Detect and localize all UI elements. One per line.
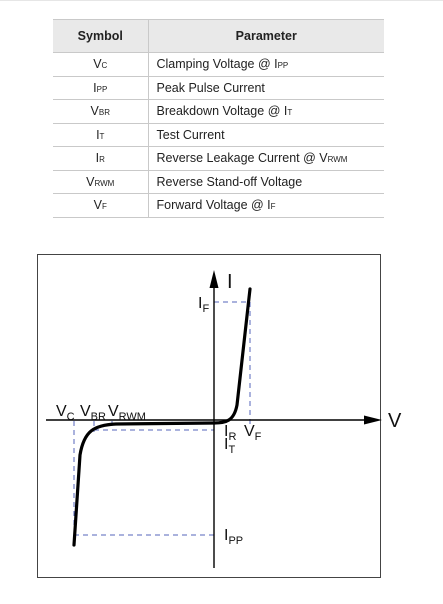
- parameter-cell: [148, 53, 384, 77]
- parameter-cell: [148, 194, 384, 218]
- table-row: [53, 123, 384, 147]
- axis-label-current: I: [227, 271, 233, 293]
- axis-label-voltage: V: [388, 410, 402, 432]
- symbol-main: V: [90, 104, 99, 119]
- label-vc: $V_C$: [56, 403, 75, 423]
- parameter-text: Forward Voltage @ I: [156, 198, 271, 213]
- symbol-subscript: C: [101, 61, 108, 71]
- parameter-cell: [148, 76, 384, 100]
- table-header-row: [53, 20, 384, 53]
- symbol-main: V: [93, 198, 102, 213]
- column-header-parameter: Parameter: [148, 20, 384, 53]
- parameter-cell: [148, 170, 384, 194]
- parameter-cell: [148, 123, 384, 147]
- current-axis-arrow-icon: [210, 270, 219, 288]
- iv-characteristic-diagram: [37, 254, 402, 578]
- symbol-cell: [53, 147, 148, 171]
- parameter-table: [53, 19, 384, 218]
- parameter-subscript: F: [270, 202, 276, 212]
- symbol-cell: [53, 76, 148, 100]
- parameter-cell: [148, 147, 384, 171]
- voltage-axis-arrow-icon: [364, 416, 382, 425]
- symbol-subscript: RWM: [94, 178, 115, 188]
- parameter-cell: [148, 100, 384, 124]
- parameter-subscript: RWM: [327, 155, 348, 165]
- symbol-subscript: BR: [98, 108, 110, 118]
- symbol-cell: [53, 194, 148, 218]
- label-vbr: $V_{BR}$: [80, 403, 106, 423]
- symbol-cell: [53, 100, 148, 124]
- table-row: [53, 76, 384, 100]
- symbol-subscript: PP: [96, 84, 108, 94]
- table-row: [53, 53, 384, 77]
- symbol-main: I: [95, 151, 100, 166]
- symbol-main: V: [93, 57, 102, 72]
- label-ir: $I_R$: [224, 423, 237, 443]
- label-vf: $V_F$: [244, 423, 262, 443]
- label-vrwm: $V_{RWM}$: [108, 403, 146, 423]
- top-divider: [0, 0, 443, 1]
- label-ipp: $I_{PP}$: [224, 527, 244, 547]
- parameter-text: Reverse Leakage Current @ V: [156, 151, 328, 166]
- symbol-subscript: R: [99, 155, 105, 165]
- column-header-symbol: Symbol: [53, 20, 148, 53]
- symbol-main: I: [93, 80, 97, 95]
- symbol-subscript: F: [101, 202, 107, 212]
- parameter-subscript: PP: [277, 61, 289, 71]
- symbol-subscript: T: [99, 131, 105, 141]
- parameter-subscript: T: [287, 108, 293, 118]
- iv-curve-svg: [38, 255, 402, 579]
- label-it: $I_T$: [224, 436, 236, 456]
- parameter-text: Reverse Stand-off Voltage: [156, 174, 303, 189]
- parameter-text: Breakdown Voltage @ I: [156, 104, 288, 119]
- table-row: [53, 147, 384, 171]
- parameter-text: Peak Pulse Current: [156, 80, 265, 95]
- parameter-text: Test Current: [156, 127, 225, 142]
- table-row: [53, 170, 384, 194]
- symbol-cell: [53, 170, 148, 194]
- parameter-text: Clamping Voltage @ I: [156, 57, 278, 72]
- table-row: [53, 100, 384, 124]
- symbol-cell: [53, 53, 148, 77]
- table-body: [53, 53, 384, 218]
- label-if: $I_F$: [198, 295, 210, 315]
- symbol-main: V: [86, 174, 95, 189]
- table-row: [53, 194, 384, 218]
- symbol-cell: [53, 123, 148, 147]
- symbol-main: I: [96, 127, 100, 142]
